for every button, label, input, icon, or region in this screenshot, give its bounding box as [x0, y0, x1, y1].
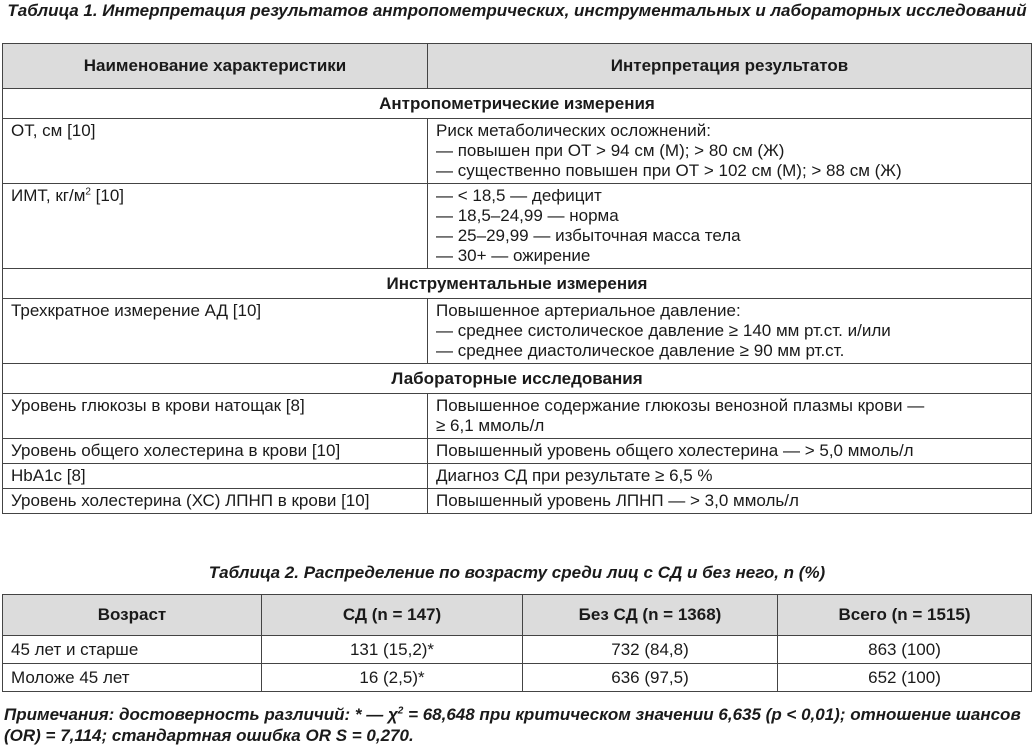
table-row — [3, 439, 1032, 464]
table-interpretation — [2, 43, 1032, 514]
row-interp-chol — [428, 439, 1032, 464]
row-name-ldl: Уровень холестерина (ХС) ЛПНП в крови [10] — [3, 489, 428, 514]
table-row — [3, 464, 1032, 489]
section-instrumental: Инструментальные измерения — [3, 269, 1032, 299]
interp-line: — существенно повышен при ОТ > 102 см (М); > 88 см (Ж) — [436, 161, 902, 180]
row-name-chol: Уровень общего холестерина в крови [10] — [3, 439, 428, 464]
header-sd: СД (n = 147) — [262, 595, 523, 636]
header-interpretation: Интерпретация результатов — [428, 44, 1032, 89]
section-row — [3, 269, 1032, 299]
row-interp-ldl — [428, 489, 1032, 514]
interp-line: Повышенное содержание глюкозы венозной плазмы крови — — [436, 396, 925, 415]
header-no-sd: Без СД (n = 1368) — [523, 595, 778, 636]
row-name-imt: ИМТ, $кг/м^2$ [10] — [3, 184, 428, 269]
interp-line: — 25–29,99 — избыточная масса тела — [436, 226, 741, 245]
table-row — [3, 184, 1032, 269]
interp-line: Диагноз СД при результате ≥ 6,5 % — [436, 466, 713, 485]
cell-total: 863 (100) — [778, 636, 1032, 664]
section-row — [3, 364, 1032, 394]
row-interp-ad — [428, 299, 1032, 364]
header-characteristic: Наименование характеристики — [3, 44, 428, 89]
row-name-ot: ОТ, см [10] — [3, 119, 428, 184]
cell-total: 652 (100) — [778, 664, 1032, 692]
section-row — [3, 89, 1032, 119]
table-row — [3, 394, 1032, 439]
cell-sd: 131 (15,2)* — [262, 636, 523, 664]
row-name-hba1c: HbA1c [8] — [3, 464, 428, 489]
notes: Примечания: достоверность различий: * — $\chi^2 = 68,648$ при критическом значении 6,635 (p < 0,01); отношение шансов (OR) = 7,114; стандартная ошибка OR S = 0,270. — [4, 705, 1021, 745]
interp-line: — среднее систолическое давление ≥ 140 мм рт.ст. и/или — [436, 321, 891, 340]
header-age: Возраст — [3, 595, 262, 636]
row-interp-ot — [428, 119, 1032, 184]
cell-sd: 16 (2,5)* — [262, 664, 523, 692]
cell-no-sd: 732 (84,8) — [523, 636, 778, 664]
table2-caption: Таблица 2. Распределение по возрасту среди лиц с СД и без него, n (%) — [208, 563, 826, 582]
table1-header-row — [3, 44, 1032, 89]
cell-no-sd: 636 (97,5) — [523, 664, 778, 692]
interp-line: Повышенный уровень общего холестерина — > 5,0 ммоль/л — [436, 441, 914, 460]
row-name-glucose: Уровень глюкозы в крови натощак [8] — [3, 394, 428, 439]
table-row — [3, 664, 1032, 692]
interp-line: — среднее диастолическое давление ≥ 90 мм рт.ст. — [436, 341, 845, 360]
interp-line: — 18,5–24,99 — норма — [436, 206, 619, 225]
interp-line: ≥ 6,1 ммоль/л — [436, 416, 545, 435]
table2-header-row — [3, 595, 1032, 636]
interp-line: Риск метаболических осложнений: — [436, 121, 711, 140]
table-age-distribution — [2, 594, 1032, 692]
header-total: Всего (n = 1515) — [778, 595, 1032, 636]
interp-line: Повышенный уровень ЛПНП — > 3,0 ммоль/л — [436, 491, 799, 510]
table-row — [3, 119, 1032, 184]
section-laboratory: Лабораторные исследования — [3, 364, 1032, 394]
interp-line: — < 18,5 — дефицит — [436, 186, 602, 205]
row-interp-imt — [428, 184, 1032, 269]
table-row — [3, 299, 1032, 364]
row-interp-hba1c — [428, 464, 1032, 489]
interp-line: — 30+ — ожирение — [436, 246, 591, 265]
row-name-ad: Трехкратное измерение АД [10] — [3, 299, 428, 364]
cell-age: 45 лет и старше — [3, 636, 262, 664]
row-interp-glucose — [428, 394, 1032, 439]
cell-age: Моложе 45 лет — [3, 664, 262, 692]
table-row — [3, 489, 1032, 514]
table-row — [3, 636, 1032, 664]
section-anthropometric: Антропометрические измерения — [3, 89, 1032, 119]
interp-line: Повышенное артериальное давление: — [436, 301, 741, 320]
interp-line: — повышен при ОТ > 94 см (М); > 80 см (Ж) — [436, 141, 785, 160]
table1-caption: Таблица 1. Интерпретация результатов антропометрических, инструментальных и лабораторных исследований — [7, 1, 1027, 20]
